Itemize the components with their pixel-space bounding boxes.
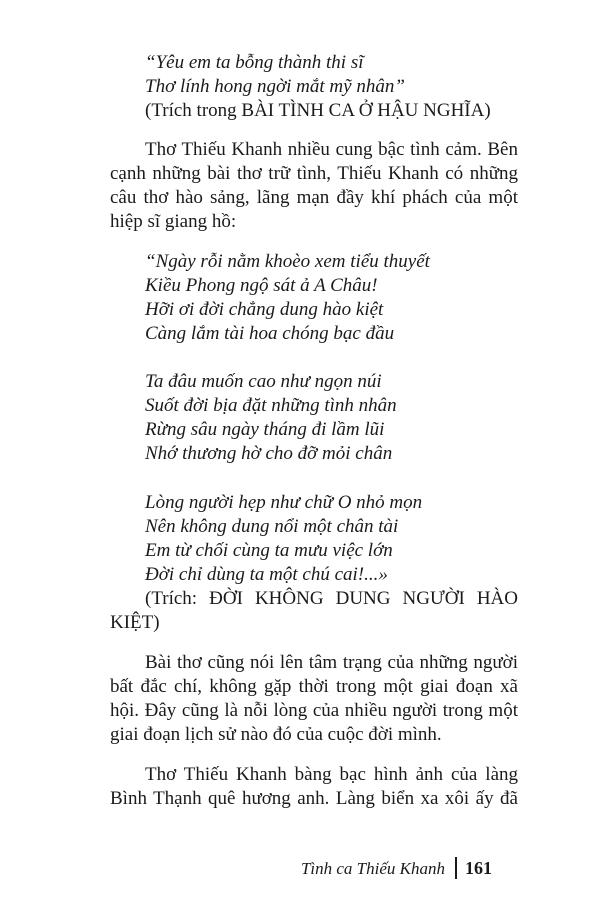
citation: KIỆT): [110, 612, 160, 633]
paragraph-line: hội. Đây cũng là nỗi lòng của nhiều người trong một: [110, 700, 518, 721]
poem-line: Ta đâu muốn cao như ngọn núi: [145, 371, 382, 392]
book-title: Tình ca Thiếu Khanh: [300, 859, 445, 878]
poem-line: Càng lắm tài hoa chóng bạc đầu: [145, 323, 395, 344]
footer-separator: [455, 857, 457, 879]
poem-line: Nhớ thương hờ cho đỡ mỏi chân: [145, 443, 393, 464]
poem-line: “Ngày rỗi nằm khoèo xem tiểu thuyết: [145, 251, 430, 272]
paragraph-line: Thơ Thiếu Khanh nhiều cung bậc tình cảm. Bên: [145, 139, 518, 160]
poem-line: Em từ chối cùng ta mưu việc lớn: [145, 540, 393, 561]
poem-line: Nên không dung nổi một chân tài: [145, 516, 399, 537]
running-footer: [301, 857, 492, 881]
paragraph-line: bất đắc chí, không gặp thời trong một giai đoạn xã: [110, 676, 518, 697]
paragraph-line: Thơ Thiếu Khanh bàng bạc hình ảnh của làng: [145, 764, 518, 785]
paragraph-line: giai đoạn lịch sử nào đó của cuộc đời mình.: [110, 724, 442, 745]
page-number: 161: [465, 858, 492, 878]
poem-line: Thơ lính hong ngời mắt mỹ nhân”: [145, 76, 405, 97]
poem-line: Lòng người hẹp như chữ O nhỏ mọn: [145, 492, 423, 513]
paragraph-line: Bình Thạnh quê hương anh. Làng biển xa xôi ấy đã: [110, 788, 518, 809]
paragraph-line: câu thơ hào sảng, lãng mạn đầy khí phách của một: [110, 187, 518, 208]
paragraph-line: Bài thơ cũng nói lên tâm trạng của những người: [145, 652, 518, 673]
citation: (Trích: ĐỜI KHÔNG DUNG NGƯỜI HÀO: [145, 588, 518, 609]
paragraph-line: cạnh những bài thơ trữ tình, Thiếu Khanh có những: [110, 163, 518, 184]
poem-line: Kiều Phong ngộ sát ả A Châu!: [145, 275, 378, 296]
poem-line: Rừng sâu ngày tháng đi lầm lũi: [145, 419, 385, 440]
poem-line: Suốt đời bịa đặt những tình nhân: [145, 395, 397, 416]
poem-line: Đời chỉ dùng ta một chú cai!...»: [145, 564, 388, 585]
citation: (Trích trong BÀI TÌNH CA Ở HẬU NGHĨA): [145, 100, 491, 121]
poem-line: Hỡi ơi đời chẳng dung hào kiệt: [145, 299, 384, 320]
poem-line: “Yêu em ta bỗng thành thi sĩ: [145, 52, 364, 73]
paragraph-line: hiệp sĩ giang hồ:: [110, 211, 237, 232]
